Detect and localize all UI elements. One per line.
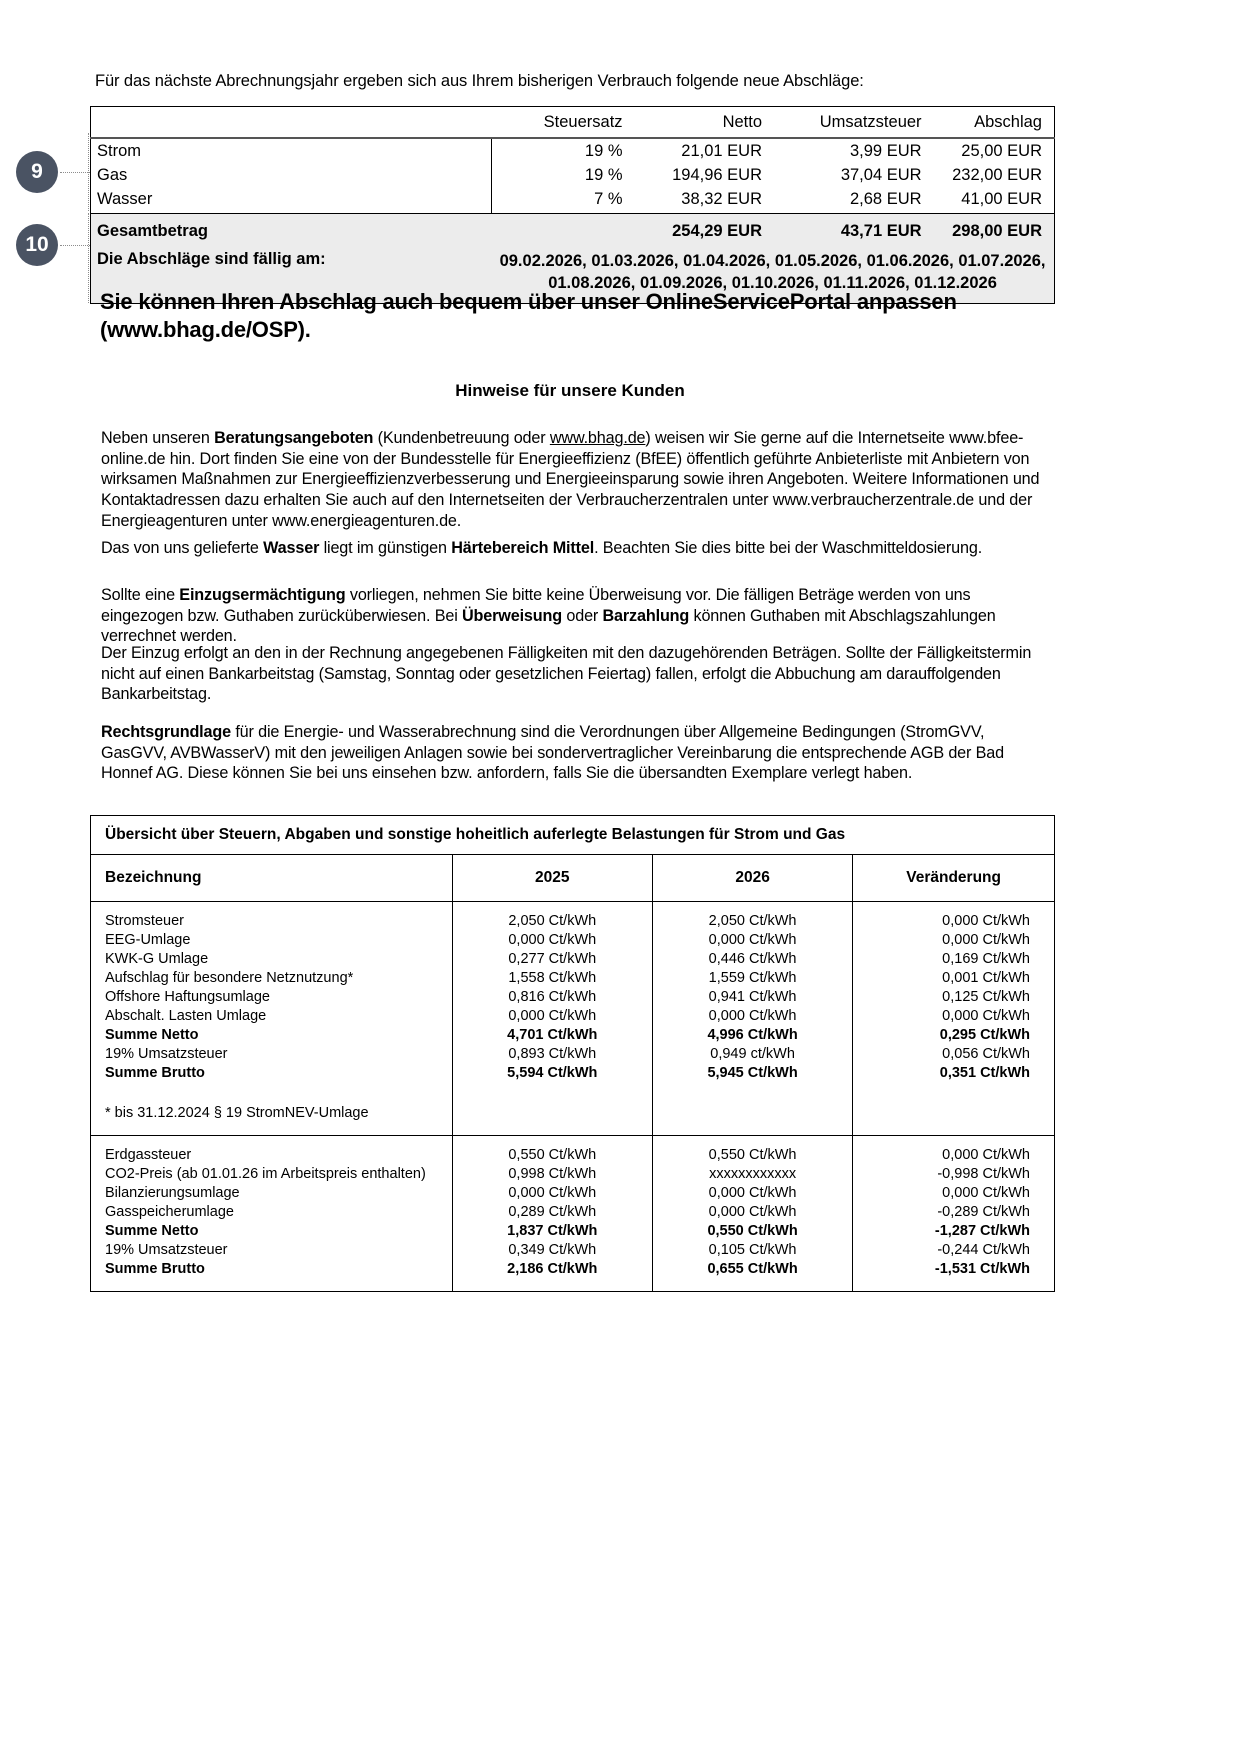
p2-bold-wasser: Wasser xyxy=(263,539,320,557)
cell-umsatzsteuer: 37,04 EUR xyxy=(840,165,922,184)
table-row xyxy=(91,187,1055,214)
strom-names-cell xyxy=(91,902,453,1136)
link-bhag-de[interactable]: www.bhag.de xyxy=(549,429,646,447)
list-item: 0,056 Ct/kWh xyxy=(942,1046,1030,1062)
list-item-summe-netto: Summe Netto xyxy=(105,1027,199,1043)
header-netto: Netto xyxy=(635,107,774,139)
steuern-table-header-row xyxy=(91,855,1055,902)
cell-steuersatz: 19 % xyxy=(584,165,623,184)
list-item: 0,550 Ct/kWh xyxy=(508,1147,597,1163)
list-item: 0,949 ct/kWh xyxy=(710,1046,795,1062)
list-item: 0,277 Ct/kWh xyxy=(508,951,597,967)
list-item: 5,594 Ct/kWh xyxy=(507,1065,598,1081)
gas-2025-cell xyxy=(452,1136,652,1292)
p1-bold-beratungsangeboten: Beratungsangeboten xyxy=(214,429,374,447)
list-item: 5,945 Ct/kWh xyxy=(707,1065,798,1081)
list-item: 0,550 Ct/kWh xyxy=(708,1147,797,1163)
list-item: 1,559 Ct/kWh xyxy=(708,970,797,986)
list-item: 0,001 Ct/kWh xyxy=(942,970,1030,986)
cell-abschlag: 232,00 EUR xyxy=(952,165,1042,184)
list-item: 1,837 Ct/kWh xyxy=(507,1223,598,1239)
marker-10-connector xyxy=(60,245,90,246)
gas-2026-list xyxy=(653,1136,852,1291)
paragraph-rechtsgrundlage xyxy=(101,722,1041,784)
p3-bold-einzugsermaechtigung: Einzugsermächtigung xyxy=(179,586,346,604)
list-item: Gasspeicherumlage xyxy=(105,1204,234,1220)
p3-part-a: Sollte eine xyxy=(101,586,180,604)
list-item: 0,998 Ct/kWh xyxy=(508,1166,597,1182)
paragraph-beratung xyxy=(101,428,1041,532)
header-bezeichnung: Bezeichnung xyxy=(91,855,453,902)
due-label: Die Abschläge sind fällig am: xyxy=(91,248,492,303)
list-item: 0,893 Ct/kWh xyxy=(508,1046,597,1062)
total-umsatzsteuer: 43,71 EUR xyxy=(774,214,934,249)
list-spacer xyxy=(453,1102,652,1121)
gas-delta-cell xyxy=(853,1136,1055,1292)
list-item: 0,000 Ct/kWh xyxy=(942,913,1030,929)
paragraph-einzug-termine: Der Einzug erfolgt an den in der Rechnung angegebenen Fälligkeiten mit den dazugehörenden Beträgen. Sollte der Fälligkeitstermin nicht auf einen Bankarbeitstag (Samstag, Sonntag oder gesetzlichen Feiertag) fallen, erfolgt die Abbuchung am darauffolgenden Bankarbeitstag. xyxy=(101,644,1032,704)
header-empty xyxy=(91,107,492,139)
strom-2025-cell xyxy=(452,902,652,1136)
strom-delta-cell xyxy=(853,902,1055,1136)
list-item: 0,941 Ct/kWh xyxy=(708,989,797,1005)
list-item: CO2-Preis (ab 01.01.26 im Arbeitspreis enthalten) xyxy=(105,1166,426,1182)
list-item: Stromsteuer xyxy=(105,913,184,929)
p2-bold-haertebereich: Härtebereich Mittel xyxy=(451,539,595,557)
p3-part-c: vorliegen, nehmen Sie bitte keine Überweisung vor. Die fälligen Beträge werden von uns eingezogen bzw. Guthaben zurücküberwiesen. Bei xyxy=(101,586,971,625)
list-item: 2,050 Ct/kWh xyxy=(708,913,797,929)
list-item: Abschalt. Lasten Umlage xyxy=(105,1008,267,1024)
header-umsatzsteuer: Umsatzsteuer xyxy=(774,107,934,139)
p3-bold-barzahlung: Barzahlung xyxy=(602,606,690,625)
p1-part-a: Neben unseren xyxy=(101,429,215,447)
header-veraenderung: Veränderung xyxy=(853,855,1055,902)
due-dates-line-2: 01.08.2026, 01.09.2026, 01.10.2026, 01.11.2026, 01.12.2026 xyxy=(548,274,997,293)
strom-block-row xyxy=(91,902,1055,1136)
list-item: 0,000 Ct/kWh xyxy=(708,932,797,948)
table-row xyxy=(91,163,1055,187)
list-item: 0,000 Ct/kWh xyxy=(708,1204,797,1220)
list-item: 0,289 Ct/kWh xyxy=(508,1204,597,1220)
p1-part-d: ) weisen wir Sie gerne auf die Internetseite www.bfee-online.de hin. Dort finden Sie eine von der Bundesstelle für Energieeffizienz (BfEE) öffentlich geführte Anbieterliste mit Anbietern von wirksamen Maßnahmen zur Energieeffizienzverbesserung und Energieeinsparung sowie ihren Angeboten. Weitere Informationen und Kontaktadressen dazu erhalten Sie auch auf den Internetseiten der Verbraucherzentralen unter www.verbraucherzentrale.de und der Energieagenturen unter www.energieagenturen.de. xyxy=(101,429,1040,530)
p2-part-d: . Beachten Sie dies bitte bei der Waschmitteldosierung. xyxy=(594,539,983,557)
list-item: 0,446 Ct/kWh xyxy=(708,951,797,967)
strom-2026-list xyxy=(653,902,852,1133)
paragraph-einzug xyxy=(101,585,1041,647)
list-item: 0,000 Ct/kWh xyxy=(708,1185,797,1201)
annotation-marker-9 xyxy=(16,151,58,193)
paragraph-wasser xyxy=(101,538,1041,559)
cell-steuersatz: 7 % xyxy=(594,189,623,208)
row-label-gas: Gas xyxy=(91,163,492,187)
marker-9-bracket xyxy=(88,133,89,211)
p3-bold-ueberweisung: Überweisung xyxy=(462,606,563,625)
gas-2025-list xyxy=(453,1136,652,1291)
list-item: 4,701 Ct/kWh xyxy=(507,1027,598,1043)
gas-delta-list xyxy=(853,1136,1054,1291)
list-item: 0,349 Ct/kWh xyxy=(508,1242,597,1258)
total-steuersatz xyxy=(491,214,634,249)
list-item: 0,550 Ct/kWh xyxy=(707,1223,798,1239)
list-item: 0,000 Ct/kWh xyxy=(942,1008,1030,1024)
marker-number: 9 xyxy=(31,160,43,183)
gas-2026-cell xyxy=(652,1136,852,1292)
cell-umsatzsteuer: 3,99 EUR xyxy=(850,141,922,160)
due-dates-line-1: 09.02.2026, 01.03.2026, 01.04.2026, 01.05.2026, 01.06.2026, 01.07.2026, xyxy=(499,252,1046,270)
marker-number: 10 xyxy=(25,233,49,256)
osp-heading: Sie können Ihren Abschlag auch bequem über unser OnlineServicePortal anpassen (www.bhag.de/OSP). xyxy=(100,289,957,343)
list-item: 0,105 Ct/kWh xyxy=(708,1242,797,1258)
cell-steuersatz: 19 % xyxy=(584,141,623,160)
strom-delta-list xyxy=(853,902,1054,1133)
cell-abschlag: 25,00 EUR xyxy=(961,141,1042,160)
strom-name-list xyxy=(91,902,452,1135)
strom-2025-list xyxy=(453,902,652,1133)
row-label-strom: Strom xyxy=(91,138,492,163)
table-row xyxy=(91,138,1055,163)
list-item: 0,000 Ct/kWh xyxy=(508,1185,597,1201)
list-item: -0,998 Ct/kWh xyxy=(937,1166,1030,1182)
total-label: Gesamtbetrag xyxy=(91,214,492,249)
marker-10-bracket xyxy=(88,213,89,303)
list-item-summe-brutto: Summe Brutto xyxy=(105,1261,205,1277)
list-item: 0,000 Ct/kWh xyxy=(708,1008,797,1024)
list-spacer xyxy=(653,1083,852,1102)
list-item-summe-netto: Summe Netto xyxy=(105,1223,199,1239)
list-item: -0,289 Ct/kWh xyxy=(937,1204,1030,1220)
list-item: 2,186 Ct/kWh xyxy=(507,1261,598,1277)
gas-name-list xyxy=(91,1136,452,1291)
list-item: Bilanzierungsumlage xyxy=(105,1185,240,1201)
list-item: EEG-Umlage xyxy=(105,932,191,948)
table-total-row xyxy=(91,214,1055,249)
list-item: 19% Umsatzsteuer xyxy=(105,1242,228,1258)
header-2026: 2026 xyxy=(652,855,852,902)
intro-text: Für das nächste Abrechnungsjahr ergeben sich aus Ihrem bisherigen Verbrauch folgende neue Abschläge: xyxy=(95,72,864,90)
list-item: xxxxxxxxxxxx xyxy=(709,1166,797,1182)
cell-netto: 194,96 EUR xyxy=(672,165,762,184)
cell-abschlag: 41,00 EUR xyxy=(961,189,1042,208)
header-abschlag: Abschlag xyxy=(934,107,1055,139)
list-item: 19% Umsatzsteuer xyxy=(105,1046,228,1062)
list-item-summe-brutto: Summe Brutto xyxy=(105,1065,205,1081)
list-item: -1,287 Ct/kWh xyxy=(934,1223,1030,1239)
list-spacer xyxy=(853,1102,1054,1121)
annotation-marker-10 xyxy=(16,224,58,266)
list-item: 0,351 Ct/kWh xyxy=(939,1065,1030,1081)
header-2025: 2025 xyxy=(452,855,652,902)
list-item: 0,000 Ct/kWh xyxy=(508,932,597,948)
abschlag-table xyxy=(90,106,1055,304)
row-label-wasser: Wasser xyxy=(91,187,492,214)
list-item: 0,000 Ct/kWh xyxy=(942,1185,1030,1201)
hinweise-title: Hinweise für unsere Kunden xyxy=(455,381,685,400)
list-item: 0,655 Ct/kWh xyxy=(707,1261,798,1277)
list-item: 0,816 Ct/kWh xyxy=(508,989,597,1005)
p5-bold-rechtsgrundlage: Rechtsgrundlage xyxy=(101,723,231,741)
gas-names-cell xyxy=(91,1136,453,1292)
list-item: KWK-G Umlage xyxy=(105,951,209,967)
strom-2026-cell xyxy=(652,902,852,1136)
list-item: -0,244 Ct/kWh xyxy=(937,1242,1030,1258)
list-item: 0,295 Ct/kWh xyxy=(939,1027,1030,1043)
total-abschlag: 298,00 EUR xyxy=(934,214,1055,249)
p1-part-c: (Kundenbetreuung oder xyxy=(373,429,550,447)
marker-9-connector xyxy=(60,172,90,173)
cell-netto: 38,32 EUR xyxy=(681,189,762,208)
total-netto: 254,29 EUR xyxy=(635,214,774,249)
list-item: Offshore Haftungsumlage xyxy=(105,989,270,1005)
list-spacer xyxy=(653,1102,852,1121)
list-item: Erdgassteuer xyxy=(105,1147,192,1163)
steuern-overview-table xyxy=(90,815,1055,1292)
header-steuersatz: Steuersatz xyxy=(491,107,634,139)
list-item: 0,000 Ct/kWh xyxy=(942,1147,1030,1163)
p2-part-a: Das von uns gelieferte xyxy=(101,539,264,557)
strom-footnote: * bis 31.12.2024 § 19 StromNEV-Umlage xyxy=(105,1105,369,1121)
list-spacer xyxy=(91,1083,452,1102)
p3-part-e: können Guthaben mit Abschlagszahlungen verrechnet werden. xyxy=(101,606,996,646)
steuern-table-title-row xyxy=(91,816,1055,855)
cell-netto: 21,01 EUR xyxy=(681,141,762,160)
p3-part-d: oder xyxy=(562,606,603,625)
list-item: 1,558 Ct/kWh xyxy=(508,970,597,986)
list-item: Aufschlag für besondere Netznutzung* xyxy=(105,970,354,986)
p2-part-c: liegt im günstigen xyxy=(319,539,452,557)
gas-block-row xyxy=(91,1136,1055,1292)
list-item: 2,050 Ct/kWh xyxy=(508,913,597,929)
steuern-table-title: Übersicht über Steuern, Abgaben und sonstige hoheitlich auferlegte Belastungen für Strom und Gas xyxy=(91,816,1055,855)
list-spacer xyxy=(853,1083,1054,1102)
table-header-row xyxy=(91,107,1055,139)
list-item: 4,996 Ct/kWh xyxy=(707,1027,798,1043)
list-item: 0,000 Ct/kWh xyxy=(508,1008,597,1024)
list-item: 0,125 Ct/kWh xyxy=(942,989,1030,1005)
list-item: -1,531 Ct/kWh xyxy=(934,1261,1030,1277)
p5-part-a: für die Energie- und Wasserabrechnung sind die Verordnungen über Allgemeine Bedingungen (StromGVV, GasGVV, AVBWasserV) mit den jeweiligen Anlagen sowie bei sondervertraglicher Vereinbarung die entsprechende AGB der Bad Honnef AG. Diese können Sie bei uns einsehen bzw. anfordern, falls Sie die übersandten Exemplare verlegt haben. xyxy=(101,723,1004,783)
list-item: 0,000 Ct/kWh xyxy=(942,932,1030,948)
list-item: 0,169 Ct/kWh xyxy=(942,951,1030,967)
list-spacer xyxy=(453,1083,652,1102)
cell-umsatzsteuer: 2,68 EUR xyxy=(850,189,922,208)
